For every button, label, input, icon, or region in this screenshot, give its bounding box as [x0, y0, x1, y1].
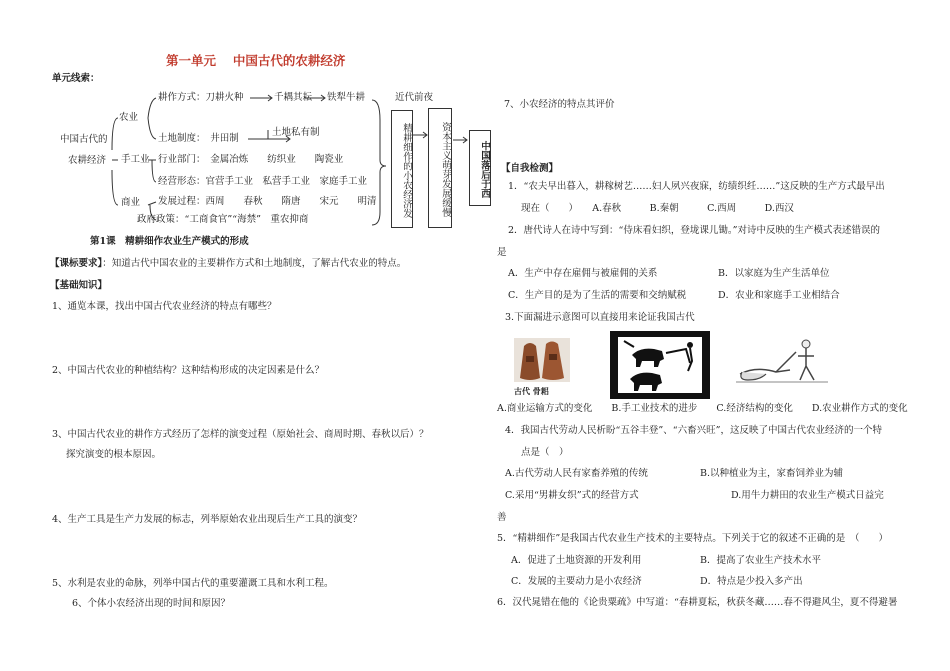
left-question-4: 4、生产工具是生产力发展的标志，列举原始农业出现后生产工具的演变？ [52, 514, 363, 525]
standard-label: 【课标要求】 [50, 258, 103, 269]
diagram-root-line2: 农耕经济 [68, 155, 107, 166]
mcq-1-line2: 现在（ ） A.春秋 B.秦朝 C.西周 D.西汉 [521, 203, 794, 214]
left-question-3: 3、中国古代农业的耕作方式经历了怎样的演变过程（原始社会、商周时期、春秋以后）？ [52, 429, 429, 440]
left-question-5: 5、水利是农业的命脉，列举中国古代的重要灌溉工具和水利工程。 [52, 578, 334, 589]
mcq-1-line1: 1．“农夫早出暮入，耕稼树艺……妇人夙兴夜寐，纺绩织纴……”这反映的生产方式最早出 [508, 181, 885, 192]
left-question-1: 1、通览本课，找出中国古代农业经济的特点有哪些？ [52, 301, 277, 312]
standard-requirement [50, 258, 406, 270]
basic-knowledge-label: 【基础知识】 [50, 280, 108, 291]
diagram-business-forms: 经营形态：官营手工业 私营手工业 家庭手工业 [158, 176, 368, 187]
diagram-farming-methods: 耕作方式：刀耕火种 [158, 92, 244, 103]
diagram-industries: 行业部门： 金属冶炼 纺织业 陶瓷业 [158, 154, 344, 165]
diagram-policy: 政府政策：“工商食官”“海禁” 重农抑商 [137, 214, 309, 225]
mcq-4-option-a: A.古代劳动人民有家畜养殖的传统 [505, 468, 648, 479]
ox-plowing-image [610, 331, 710, 399]
mcq-4-option-d-cont: 善 [497, 512, 507, 523]
left-question-6: 6、个体小农经济出现的时间和原因？ [72, 598, 231, 609]
mcq-4-option-b: B.以种植业为主，家畜饲养业为辅 [700, 468, 844, 479]
mcq-2-option-d: D．农业和家庭手工业相结合 [718, 290, 840, 301]
box-small-farm-economy: 精耕细作的小农经济发 [391, 110, 413, 228]
left-question-3-cont: 探究演变的根本原因。 [66, 449, 162, 460]
unit-clue-label: 单元线索： [52, 73, 100, 84]
bone-spade-caption: 古代 骨耜 [514, 386, 549, 396]
diagram-agriculture: 农业 [119, 112, 139, 123]
diagram-farming-step2: 千耦其耘 [274, 92, 313, 103]
right-question-7: 7、小农经济的特点其评价 [504, 99, 615, 110]
mcq-2-option-a: A．生产中存在雇佣与被雇佣的关系 [508, 268, 658, 279]
left-question-2: 2、中国古代农业的种植结构？这种结构形成的决定因素是什么？ [52, 365, 325, 376]
diagram-modern-eve: 近代前夜 [395, 92, 434, 103]
diagram-farming-step3: 铁犁牛耕 [327, 92, 366, 103]
mcq-3-options: A.商业运输方式的变化 B.手工业技术的进步 C.经济结构的变化 D.农业耕作方式的变化 [497, 403, 908, 414]
self-check-label: 【自我检测】 [501, 163, 559, 174]
diagram-commerce: 商业 [121, 197, 141, 208]
page-title: 第一单元 中国古代的农耕经济 [166, 53, 346, 68]
mcq-5-option-b: B．提高了农业生产技术水平 [700, 555, 821, 566]
diagram-root-line1: 中国古代的 [60, 134, 108, 145]
diagram-handicraft: 手工业 [121, 154, 150, 165]
mcq-4-option-c: C.采用“男耕女织”式的经营方式 [505, 490, 639, 501]
lesson-title: 第1课 精耕细作农业生产模式的形成 [90, 236, 249, 247]
mcq-4-line2: 点是（ ） [521, 447, 569, 458]
mcq-4-line1: 4．我国古代劳动人民析盼“五谷丰登”、“六畜兴旺”，这反映了中国古代农业经济的一个特 [505, 425, 882, 436]
mcq-3-stem: 3.下面漏进示意图可以直接用来论证我国古代 [505, 312, 695, 323]
mcq-2-option-c: C．生产目的是为了生活的需要和交纳赋税 [508, 290, 687, 301]
mcq-4-option-d: D.用牛力耕田的农业生产模式日益完 [731, 490, 884, 501]
mcq-2-line2: 是 [497, 247, 507, 258]
mcq-5-option-d: D．特点是少投入多产出 [700, 576, 803, 587]
diagram-land-system: 土地制度： 井田制 [158, 133, 239, 144]
mcq-2-option-b: B．以家庭为生产生活单位 [718, 268, 830, 279]
box-china-falls-behind: 中国落后于西 [469, 130, 491, 206]
standard-text: ：知道古代中国农业的主要耕作方式和土地制度，了解古代农业的特点。 [102, 258, 407, 269]
mcq-2-line1: 2．唐代诗人在诗中写到：“侍床看妇织，登垅课儿锄。”对诗中反映的生产模式表述错误的 [508, 225, 881, 236]
diagram-land-private: 土地私有制 [272, 127, 320, 138]
diagram-development: 发展过程：西周 春秋 隋唐 宋元 明清 [158, 196, 377, 207]
mcq-5-option-c: C．发展的主要动力是小农经济 [511, 576, 642, 587]
plow-image [736, 336, 828, 388]
bone-spade-image [514, 338, 570, 382]
box-capitalism-sprouts: 资本主义萌芽发展缓慢 [428, 108, 452, 228]
mcq-6-stem: 6．汉代晁错在他的《论贵粟疏》中写道：“春耕夏耘，秋获冬藏……春不得避风尘，夏不得避暑 [497, 597, 898, 608]
mcq-5-stem: 5．“精耕细作”是我国古代农业生产技术的主要特点。下列关于它的叙述不正确的是 （ ） [497, 533, 889, 544]
mcq-5-option-a: A．促进了土地资源的开发利用 [511, 555, 642, 566]
